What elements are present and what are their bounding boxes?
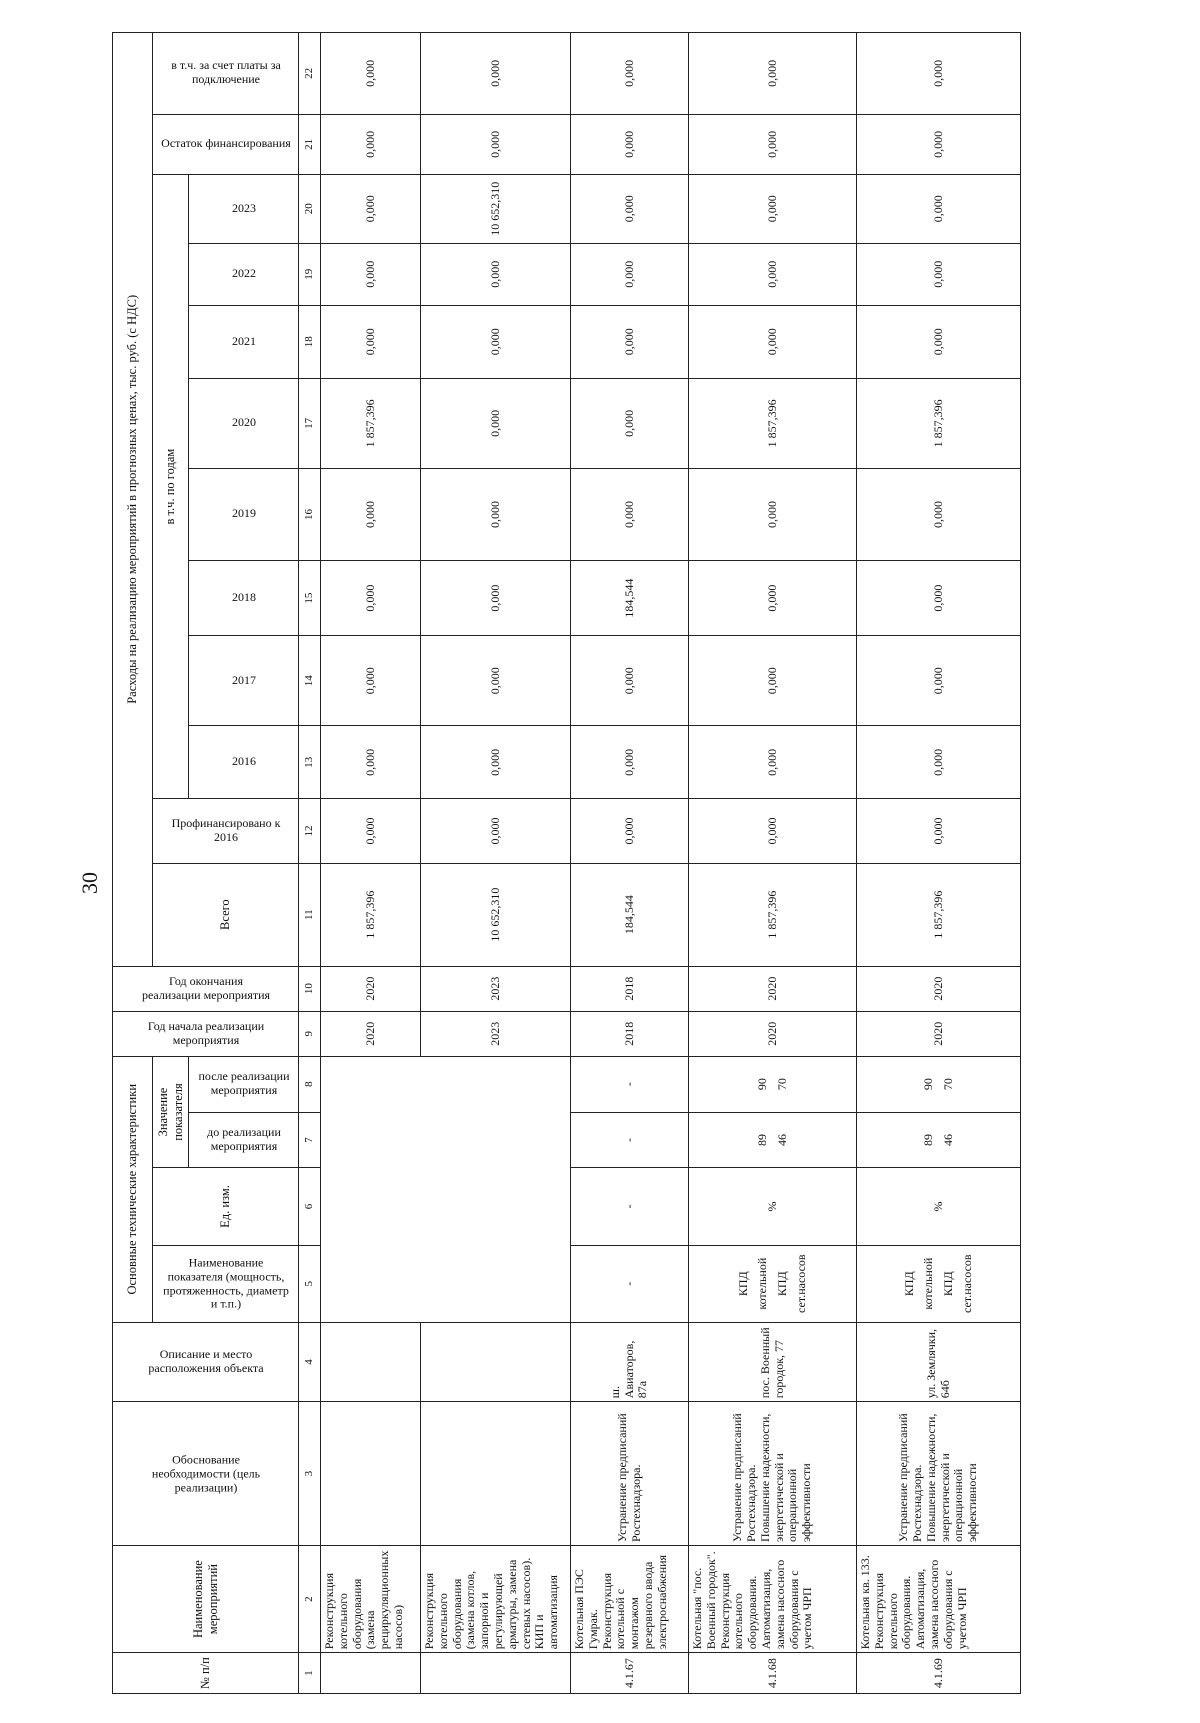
- row-y2022: 0,000: [857, 243, 1021, 305]
- row-total: 184,544: [571, 863, 689, 966]
- col-number: 9: [299, 1011, 321, 1056]
- row-remainder: 0,000: [689, 114, 857, 174]
- row-total: 1 857,396: [689, 863, 857, 966]
- row-y2020: 0,000: [421, 378, 571, 468]
- header-tech: Основные технические характеристики: [113, 1056, 153, 1322]
- row-name: Котельная ПЭС Гумрак. Реконструкция котельной с монтажом резервного ввода электроснабжения: [571, 1545, 689, 1652]
- row-tech-empty: [321, 1056, 571, 1322]
- row-fee: 0,000: [421, 33, 571, 115]
- header-year-2021: 2021: [189, 305, 299, 378]
- row-fee: 0,000: [689, 33, 857, 115]
- header-year-2016: 2016: [189, 726, 299, 799]
- table-row: [689, 33, 857, 1694]
- row-prefin: 0,000: [321, 799, 421, 863]
- header-before: до реализации мероприятия: [189, 1112, 299, 1168]
- table-row: [321, 33, 421, 1694]
- header-by-years: в т.ч. по годам: [153, 174, 189, 798]
- header-total: Всего: [153, 863, 299, 966]
- row-start: 2018: [571, 1011, 689, 1056]
- row-y2020: 0,000: [571, 378, 689, 468]
- row-indicator: -: [571, 1245, 689, 1322]
- row-y2020: 1 857,396: [689, 378, 857, 468]
- header-end-year: Год окончания реализации мероприятия: [113, 966, 299, 1011]
- row-unit: %: [689, 1168, 857, 1245]
- row-y2023: 0,000: [571, 174, 689, 243]
- row-name: Реконструкция котельного оборудования (замена котлов, запорной и регулирующей арматуры, замена сетевых насосов). КИП и автоматизация: [421, 1545, 571, 1652]
- row-remainder: 0,000: [321, 114, 421, 174]
- col-number: 5: [299, 1245, 321, 1322]
- investment-table: [112, 32, 1021, 1694]
- col-number: 3: [299, 1402, 321, 1546]
- header-prefinanced: Профинансировано к 2016: [153, 799, 299, 863]
- row-total: 10 652,310: [421, 863, 571, 966]
- row-start: 2023: [421, 1011, 571, 1056]
- col-number: 12: [299, 799, 321, 863]
- row-y2023: 0,000: [321, 174, 421, 243]
- table-row: [421, 33, 571, 1694]
- header-start-year: Год начала реализации мероприятия: [113, 1011, 299, 1056]
- row-y2016: 0,000: [421, 726, 571, 799]
- row-location: [321, 1322, 421, 1401]
- row-justification: Устранение предписаний Ростехнадзора.: [571, 1402, 689, 1546]
- row-after: 90 70: [857, 1056, 1021, 1112]
- row-start: 2020: [689, 1011, 857, 1056]
- col-number: 13: [299, 726, 321, 799]
- table-row: [857, 33, 1021, 1694]
- row-unit: %: [857, 1168, 1021, 1245]
- col-number: 4: [299, 1322, 321, 1401]
- row-no: 4.1.69: [857, 1653, 1021, 1694]
- row-remainder: 0,000: [857, 114, 1021, 174]
- header-remainder: Остаток финансирования: [153, 114, 299, 174]
- row-y2018: 0,000: [321, 561, 421, 636]
- row-y2022: 0,000: [571, 243, 689, 305]
- row-y2021: 0,000: [321, 305, 421, 378]
- header-year-2020: 2020: [189, 378, 299, 468]
- col-number: 2: [299, 1545, 321, 1652]
- col-number: 8: [299, 1056, 321, 1112]
- row-y2022: 0,000: [421, 243, 571, 305]
- row-y2016: 0,000: [571, 726, 689, 799]
- header-no: № п/п: [113, 1653, 299, 1694]
- row-before: 89 46: [857, 1112, 1021, 1168]
- header-unit: Ед. изм.: [153, 1168, 299, 1245]
- row-y2019: 0,000: [857, 468, 1021, 560]
- header-year-2019: 2019: [189, 468, 299, 560]
- row-unit: -: [571, 1168, 689, 1245]
- header-justification: Обоснование необходимости (цель реализации): [113, 1402, 299, 1546]
- header-year-2022: 2022: [189, 243, 299, 305]
- row-indicator: КПД котельной КПД сет.насосов: [857, 1245, 1021, 1322]
- row-before: 89 46: [689, 1112, 857, 1168]
- row-fee: 0,000: [857, 33, 1021, 115]
- row-y2019: 0,000: [571, 468, 689, 560]
- row-end: 2020: [321, 966, 421, 1011]
- header-indicator: Наименование показателя (мощность, протяженность, диаметр и т.п.): [153, 1245, 299, 1322]
- row-y2021: 0,000: [421, 305, 571, 378]
- row-prefin: 0,000: [571, 799, 689, 863]
- page-number: 30: [77, 872, 102, 894]
- row-y2018: 0,000: [689, 561, 857, 636]
- row-end: 2020: [689, 966, 857, 1011]
- row-end: 2018: [571, 966, 689, 1011]
- row-y2020: 1 857,396: [321, 378, 421, 468]
- header-year-2023: 2023: [189, 174, 299, 243]
- col-number: 18: [299, 305, 321, 378]
- row-remainder: 0,000: [571, 114, 689, 174]
- row-start: 2020: [321, 1011, 421, 1056]
- row-before: -: [571, 1112, 689, 1168]
- row-justification: [421, 1402, 571, 1546]
- row-indicator: КПД котельной КПД сет.насосов: [689, 1245, 857, 1322]
- row-y2018: 184,544: [571, 561, 689, 636]
- row-location: [421, 1322, 571, 1401]
- row-start: 2020: [857, 1011, 1021, 1056]
- row-y2017: 0,000: [689, 636, 857, 726]
- row-remainder: 0,000: [421, 114, 571, 174]
- row-y2019: 0,000: [421, 468, 571, 560]
- row-fee: 0,000: [571, 33, 689, 115]
- row-y2017: 0,000: [321, 636, 421, 726]
- row-name: Котельная кв. 133. Реконструкция котельного оборудования. Автоматизация, замена насосного оборудования с учетом ЧРП: [857, 1545, 1021, 1652]
- row-y2021: 0,000: [857, 305, 1021, 378]
- row-no: [321, 1653, 421, 1694]
- header-expenses: Расходы на реализацию мероприятий в прогнозных ценах, тыс. руб. (с НДС): [113, 33, 153, 967]
- row-justification: [321, 1402, 421, 1546]
- col-number: 19: [299, 243, 321, 305]
- row-fee: 0,000: [321, 33, 421, 115]
- row-justification: Устранение предписаний Ростехнадзора. Повышение надежности, энергетической и операционной эффективности: [689, 1402, 857, 1546]
- rotated-table-wrapper: [112, 32, 1020, 1694]
- row-y2021: 0,000: [571, 305, 689, 378]
- col-number: 22: [299, 33, 321, 115]
- col-number: 14: [299, 636, 321, 726]
- row-y2023: 0,000: [689, 174, 857, 243]
- row-no: 4.1.68: [689, 1653, 857, 1694]
- row-y2017: 0,000: [571, 636, 689, 726]
- row-prefin: 0,000: [421, 799, 571, 863]
- row-total: 1 857,396: [321, 863, 421, 966]
- row-y2018: 0,000: [421, 561, 571, 636]
- col-number: 20: [299, 174, 321, 243]
- row-location: ул. Землячки, 64б: [857, 1322, 1021, 1401]
- row-justification: Устранение предписаний Ростехнадзора. Повышение надежности, энергетической и операционной эффективности: [857, 1402, 1021, 1546]
- row-no: [421, 1653, 571, 1694]
- row-y2021: 0,000: [689, 305, 857, 378]
- row-prefin: 0,000: [689, 799, 857, 863]
- row-name: Котельная "пос. Военный городок". Реконструкция котельного оборудования. Автоматизация, замена насосного оборудования с учетом ЧРП: [689, 1545, 857, 1652]
- table-row: [571, 33, 689, 1694]
- row-y2020: 1 857,396: [857, 378, 1021, 468]
- row-y2017: 0,000: [857, 636, 1021, 726]
- col-number: 1: [299, 1653, 321, 1694]
- row-after: 90 70: [689, 1056, 857, 1112]
- row-y2023: 0,000: [857, 174, 1021, 243]
- header-year-2017: 2017: [189, 636, 299, 726]
- header-name: Наименование мероприятий: [113, 1545, 299, 1652]
- row-no: 4.1.67: [571, 1653, 689, 1694]
- row-name: Реконструкция котельного оборудования (замена рециркуляционных насосов): [321, 1545, 421, 1652]
- row-y2017: 0,000: [421, 636, 571, 726]
- row-y2022: 0,000: [689, 243, 857, 305]
- header-location: Описание и место расположения объекта: [113, 1322, 299, 1401]
- row-y2016: 0,000: [689, 726, 857, 799]
- col-number: 21: [299, 114, 321, 174]
- row-y2022: 0,000: [321, 243, 421, 305]
- row-prefin: 0,000: [857, 799, 1021, 863]
- row-location: ш. Авиаторов, 87а: [571, 1322, 689, 1401]
- row-y2016: 0,000: [321, 726, 421, 799]
- col-number: 15: [299, 561, 321, 636]
- col-number: 7: [299, 1112, 321, 1168]
- row-y2018: 0,000: [857, 561, 1021, 636]
- header-value: Значение показателя: [153, 1056, 189, 1168]
- col-number: 11: [299, 863, 321, 966]
- row-y2023: 10 652,310: [421, 174, 571, 243]
- header-after: после реализации мероприятия: [189, 1056, 299, 1112]
- row-end: 2020: [857, 966, 1021, 1011]
- col-number: 16: [299, 468, 321, 560]
- row-y2016: 0,000: [857, 726, 1021, 799]
- row-y2019: 0,000: [689, 468, 857, 560]
- row-after: -: [571, 1056, 689, 1112]
- header-connection-fee: в т.ч. за счет платы за подключение: [153, 33, 299, 115]
- row-end: 2023: [421, 966, 571, 1011]
- col-number: 6: [299, 1168, 321, 1245]
- col-number: 17: [299, 378, 321, 468]
- col-number: 10: [299, 966, 321, 1011]
- header-year-2018: 2018: [189, 561, 299, 636]
- row-y2019: 0,000: [321, 468, 421, 560]
- row-location: пос. Военный городок, 77: [689, 1322, 857, 1401]
- row-total: 1 857,396: [857, 863, 1021, 966]
